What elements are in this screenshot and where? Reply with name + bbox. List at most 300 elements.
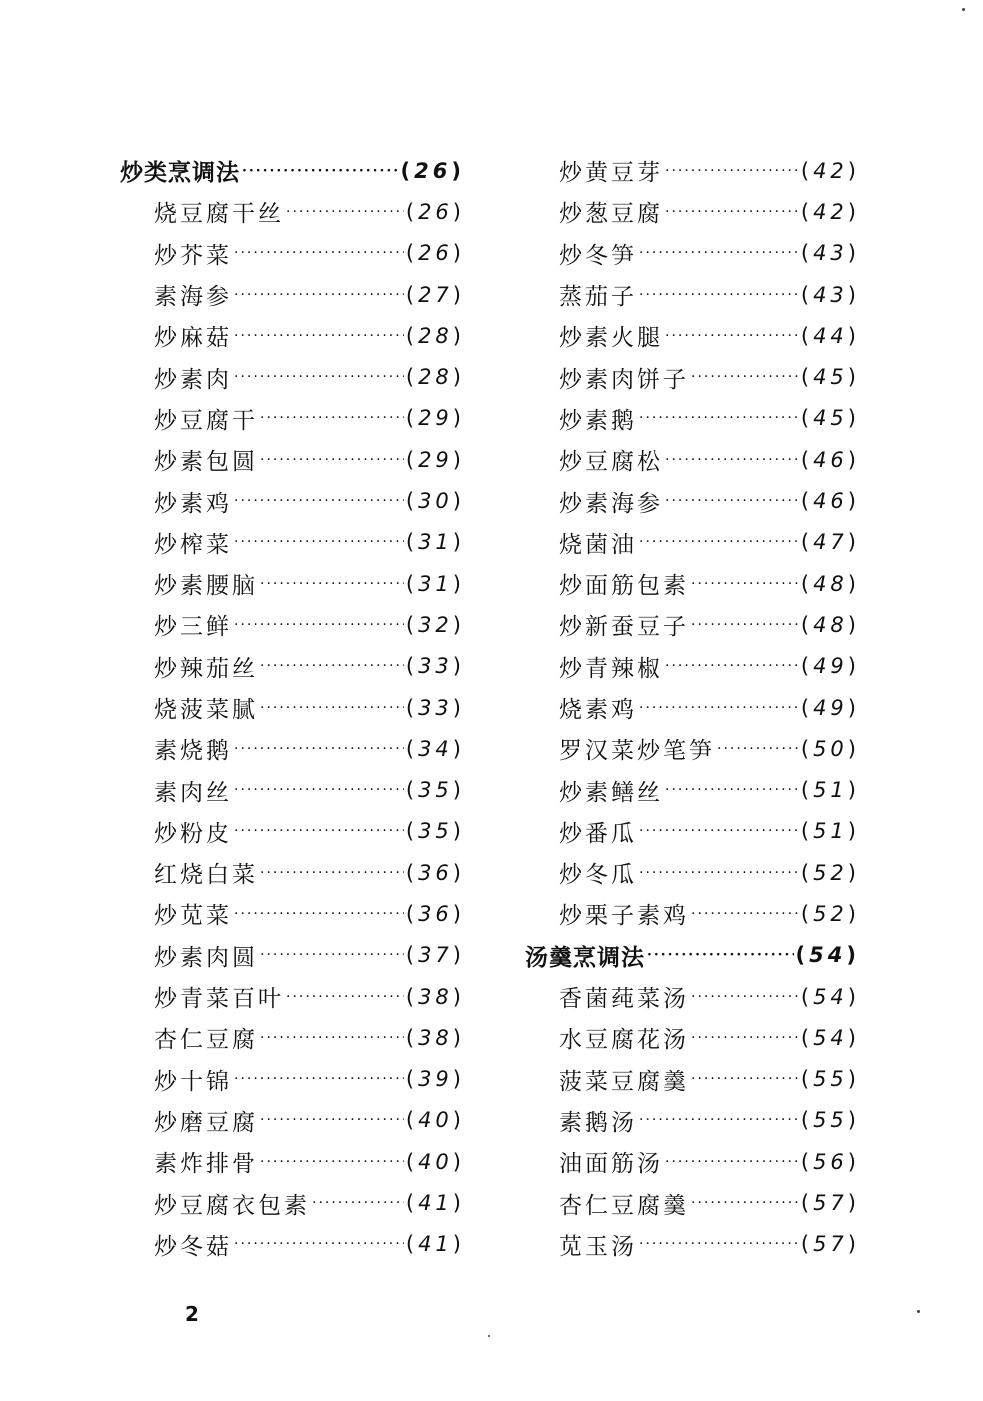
toc-entry-page xyxy=(801,530,860,554)
toc-entry xyxy=(525,604,860,645)
toc-entry-page xyxy=(406,530,465,554)
close-paren: ) xyxy=(452,199,465,224)
toc-entry xyxy=(525,976,860,1017)
open-paren: ( xyxy=(405,778,419,803)
toc-entry xyxy=(525,274,860,315)
toc-entry xyxy=(525,728,860,769)
toc-entry-page xyxy=(406,365,465,389)
toc-entry-page xyxy=(801,406,860,430)
open-paren: ( xyxy=(795,943,810,968)
page-ref: 55 xyxy=(813,1067,848,1092)
toc-entry-page xyxy=(406,985,465,1009)
open-paren: ( xyxy=(405,695,419,720)
dot-leader xyxy=(691,1072,799,1086)
toc-entry xyxy=(525,769,860,810)
toc-entry-title: 炒豆腐衣包素 xyxy=(154,1192,310,1219)
open-paren: ( xyxy=(405,323,419,348)
page-ref: 49 xyxy=(813,695,848,720)
dot-leader xyxy=(234,824,404,838)
toc-entry-page xyxy=(406,943,465,967)
dot-leader xyxy=(691,1196,799,1210)
toc-entry-title: 杏仁豆腐羹 xyxy=(559,1192,689,1219)
toc-entry xyxy=(525,150,860,191)
toc-entry xyxy=(525,480,860,521)
page-ref: 45 xyxy=(813,365,848,390)
toc-entry xyxy=(120,935,465,976)
open-paren: ( xyxy=(800,241,814,266)
page-ref: 47 xyxy=(813,530,848,555)
toc-entry-title: 烧菠菜腻 xyxy=(154,697,258,723)
page-ref: 46 xyxy=(813,489,848,514)
toc-entry-page xyxy=(801,778,860,802)
open-paren: ( xyxy=(800,282,814,307)
close-paren: ) xyxy=(847,530,860,555)
open-paren: ( xyxy=(800,984,814,1009)
close-paren: ) xyxy=(847,695,860,720)
toc-entry xyxy=(525,563,860,604)
page-ref: 48 xyxy=(813,612,848,637)
page-ref: 41 xyxy=(418,1191,453,1216)
toc-entry-page xyxy=(801,985,860,1009)
close-paren: ) xyxy=(452,736,465,761)
toc-entry-title: 炒素肉饼子 xyxy=(559,366,689,393)
toc-entry-title: 炒新蚕豆子 xyxy=(559,614,689,641)
toc-entry xyxy=(120,1059,465,1100)
page-ref: 55 xyxy=(813,1108,848,1133)
toc-entry-title: 炒榨菜 xyxy=(154,531,232,558)
toc-entry-title: 炒苋菜 xyxy=(154,903,232,930)
toc-entry-page xyxy=(406,1232,465,1256)
toc-entry-title: 炒黄豆芽 xyxy=(559,160,663,187)
toc-entry xyxy=(120,480,465,521)
toc-entry-page xyxy=(406,1108,465,1132)
page-ref: 40 xyxy=(418,1108,453,1133)
open-paren: ( xyxy=(405,241,419,266)
close-paren: ) xyxy=(452,489,465,514)
toc-entry xyxy=(120,728,465,769)
toc-entry-title: 炒类烹调法 xyxy=(120,159,240,187)
dot-leader xyxy=(234,1072,404,1086)
page-ref: 49 xyxy=(813,654,848,679)
close-paren: ) xyxy=(847,447,860,472)
toc-entry-title: 素肉丝 xyxy=(154,779,232,806)
close-paren: ) xyxy=(847,1025,860,1050)
toc-entry-page xyxy=(406,448,465,472)
toc-entry xyxy=(120,893,465,934)
toc-entry-title: 炒磨豆腐 xyxy=(154,1109,258,1136)
toc-entry-page xyxy=(801,1067,860,1091)
close-paren: ) xyxy=(452,612,465,637)
dot-leader xyxy=(639,824,799,838)
close-paren: ) xyxy=(452,1191,465,1216)
page-ref: 33 xyxy=(418,695,453,720)
toc-entry xyxy=(525,646,860,687)
open-paren: ( xyxy=(800,778,814,803)
dot-leader xyxy=(665,164,799,178)
toc-entry-page xyxy=(406,489,465,513)
page-ref: 46 xyxy=(813,447,848,472)
dot-leader xyxy=(234,246,404,260)
scan-speck xyxy=(962,8,965,11)
close-paren: ) xyxy=(847,612,860,637)
open-paren: ( xyxy=(405,901,419,926)
open-paren: ( xyxy=(405,1149,419,1174)
dot-leader xyxy=(260,577,404,591)
page-ref: 33 xyxy=(418,654,453,679)
page-ref: 26 xyxy=(418,241,453,266)
toc-entry xyxy=(525,1224,860,1265)
dot-leader xyxy=(234,742,404,756)
toc-entry-page xyxy=(801,159,860,183)
page-ref: 42 xyxy=(813,199,848,224)
page-ref: 27 xyxy=(418,282,453,307)
toc-entry-page xyxy=(406,654,465,678)
toc-entry xyxy=(525,522,860,563)
toc-entry-title: 炒青辣椒 xyxy=(559,655,663,682)
toc-section-heading xyxy=(120,150,465,191)
dot-leader xyxy=(639,1237,799,1251)
close-paren: ) xyxy=(452,778,465,803)
toc-entry-title: 炒素肉圆 xyxy=(154,944,258,971)
dot-leader xyxy=(691,370,799,384)
toc-entry-page xyxy=(801,283,860,307)
dot-leader xyxy=(260,1031,404,1045)
toc-entry xyxy=(120,1100,465,1141)
page-ref: 38 xyxy=(418,984,453,1009)
toc-entry-title: 炒粉皮 xyxy=(154,820,232,847)
open-paren: ( xyxy=(800,489,814,514)
toc-entry-page xyxy=(801,902,860,926)
open-paren: ( xyxy=(405,365,419,390)
toc-entry xyxy=(525,1141,860,1182)
toc-entry-title: 炒冬笋 xyxy=(559,242,637,269)
toc-entry-title: 蒸茄子 xyxy=(559,284,637,311)
toc-entry-page xyxy=(801,365,860,389)
close-paren: ) xyxy=(847,571,860,596)
toc-entry-title: 素鹅汤 xyxy=(559,1109,637,1136)
page-ref: 28 xyxy=(418,365,453,390)
open-paren: ( xyxy=(800,654,814,679)
open-paren: ( xyxy=(405,654,419,679)
toc-entry-title: 菠菜豆腐羹 xyxy=(559,1068,689,1095)
toc-entry-title: 香菌莼菜汤 xyxy=(559,986,689,1013)
page-ref: 39 xyxy=(418,1067,453,1092)
dot-leader xyxy=(639,701,799,715)
page-ref: 52 xyxy=(813,901,848,926)
open-paren: ( xyxy=(400,158,415,183)
scan-speck xyxy=(917,1310,920,1313)
toc-entry-page xyxy=(406,778,465,802)
toc-section-heading xyxy=(525,935,860,976)
toc-entry-title: 炒面筋包素 xyxy=(559,573,689,600)
toc-entry xyxy=(525,811,860,852)
toc-entry-page xyxy=(406,696,465,720)
open-paren: ( xyxy=(800,365,814,390)
close-paren: ) xyxy=(847,365,860,390)
toc-entry xyxy=(525,233,860,274)
toc-entry-page xyxy=(801,489,860,513)
close-paren: ) xyxy=(847,654,860,679)
toc-entry-title: 炒素鹅 xyxy=(559,407,637,434)
open-paren: ( xyxy=(800,736,814,761)
page-ref: 35 xyxy=(418,778,453,803)
close-paren: ) xyxy=(452,1067,465,1092)
close-paren: ) xyxy=(847,1191,860,1216)
page-ref: 44 xyxy=(813,323,848,348)
dot-leader xyxy=(639,411,799,425)
dot-leader xyxy=(260,453,404,467)
toc-entry xyxy=(120,191,465,232)
toc-entry-title: 油面筋汤 xyxy=(559,1151,663,1178)
dot-leader xyxy=(260,1113,404,1127)
page-ref: 43 xyxy=(813,241,848,266)
close-paren: ) xyxy=(452,819,465,844)
toc-entry xyxy=(525,356,860,397)
page-ref: 40 xyxy=(418,1149,453,1174)
toc-entry-page xyxy=(406,613,465,637)
toc-entry xyxy=(525,1059,860,1100)
open-paren: ( xyxy=(800,612,814,637)
dot-leader xyxy=(639,288,799,302)
toc-entry-page xyxy=(401,159,465,183)
open-paren: ( xyxy=(800,819,814,844)
close-paren: ) xyxy=(452,241,465,266)
close-paren: ) xyxy=(847,778,860,803)
open-paren: ( xyxy=(405,571,419,596)
toc-entry-title: 炒三鲜 xyxy=(154,614,232,641)
dot-leader xyxy=(312,1196,404,1210)
toc-entry-page xyxy=(801,1150,860,1174)
toc-entry xyxy=(120,769,465,810)
close-paren: ) xyxy=(847,323,860,348)
toc-entry-title: 素海参 xyxy=(154,284,232,311)
open-paren: ( xyxy=(800,1067,814,1092)
dot-leader xyxy=(234,329,404,343)
page-ref: 30 xyxy=(418,489,453,514)
toc-entry-page xyxy=(801,1026,860,1050)
toc-entry-title: 素炸排骨 xyxy=(154,1151,258,1178)
toc-entry-page xyxy=(406,1067,465,1091)
toc-entry-page xyxy=(406,737,465,761)
toc-entry-page xyxy=(801,324,860,348)
toc-entry-title: 杏仁豆腐 xyxy=(154,1027,258,1054)
dot-leader xyxy=(234,618,404,632)
open-paren: ( xyxy=(800,1232,814,1257)
toc-entry xyxy=(525,398,860,439)
page-ref: 54 xyxy=(809,943,847,968)
dot-leader xyxy=(691,1031,799,1045)
page-ref: 26 xyxy=(414,158,452,183)
page-ref: 56 xyxy=(813,1149,848,1174)
page-ref: 29 xyxy=(418,447,453,472)
close-paren: ) xyxy=(451,158,465,183)
toc-entry-page xyxy=(801,654,860,678)
dot-leader xyxy=(234,783,404,797)
close-paren: ) xyxy=(452,984,465,1009)
open-paren: ( xyxy=(800,571,814,596)
open-paren: ( xyxy=(800,158,814,183)
close-paren: ) xyxy=(847,282,860,307)
toc-entry xyxy=(120,1182,465,1223)
page-ref: 48 xyxy=(813,571,848,596)
toc-entry-title: 炒十锦 xyxy=(154,1068,232,1095)
open-paren: ( xyxy=(405,406,419,431)
page-ref: 34 xyxy=(418,736,453,761)
toc-entry-title: 烧菌油 xyxy=(559,531,637,558)
toc-entry-title: 炒素海参 xyxy=(559,490,663,517)
toc-entry xyxy=(525,191,860,232)
page-ref: 57 xyxy=(813,1191,848,1216)
dot-leader xyxy=(639,1113,799,1127)
toc-entry-page xyxy=(406,1026,465,1050)
open-paren: ( xyxy=(800,901,814,926)
toc-entry-title: 罗汉菜炒笔笋 xyxy=(559,738,715,765)
dot-leader xyxy=(234,1237,404,1251)
dot-leader xyxy=(234,535,404,549)
toc-entry xyxy=(120,1017,465,1058)
page-ref: 50 xyxy=(813,736,848,761)
dot-leader xyxy=(691,577,799,591)
toc-entry-title: 红烧白菜 xyxy=(154,862,258,889)
close-paren: ) xyxy=(847,1232,860,1257)
dot-leader xyxy=(234,370,404,384)
open-paren: ( xyxy=(800,1191,814,1216)
toc-entry-title: 水豆腐花汤 xyxy=(559,1027,689,1054)
dot-leader xyxy=(260,1155,404,1169)
dot-leader xyxy=(665,1155,799,1169)
toc-entry xyxy=(120,522,465,563)
toc-entry-title: 炒素火腿 xyxy=(559,325,663,352)
close-paren: ) xyxy=(847,819,860,844)
page-ref: 54 xyxy=(813,984,848,1009)
open-paren: ( xyxy=(405,489,419,514)
open-paren: ( xyxy=(405,1232,419,1257)
toc-entry-title: 烧素鸡 xyxy=(559,697,637,723)
toc-entry-page xyxy=(406,406,465,430)
toc-entry-title: 汤羹烹调法 xyxy=(525,943,645,971)
toc-entry xyxy=(525,1182,860,1223)
page-ref: 26 xyxy=(418,199,453,224)
toc-entry-page xyxy=(801,572,860,596)
page-ref: 54 xyxy=(813,1025,848,1050)
toc-entry-title: 炒葱豆腐 xyxy=(559,201,663,228)
toc-entry-title: 炒豆腐松 xyxy=(559,449,663,476)
toc-entry-title: 炒素鳝丝 xyxy=(559,779,663,806)
toc-entry xyxy=(525,1100,860,1141)
toc-entry xyxy=(120,315,465,356)
toc-entry-page xyxy=(801,1191,860,1215)
toc-entry xyxy=(120,439,465,480)
toc-entry xyxy=(120,604,465,645)
dot-leader xyxy=(647,948,794,962)
page-ref: 36 xyxy=(418,901,453,926)
close-paren: ) xyxy=(452,654,465,679)
toc-entry xyxy=(120,233,465,274)
close-paren: ) xyxy=(452,365,465,390)
dot-leader xyxy=(691,990,799,1004)
toc-entry xyxy=(525,852,860,893)
dot-leader xyxy=(260,701,404,715)
toc-entry-page xyxy=(801,241,860,265)
toc-entry-title: 炒豆腐干 xyxy=(154,407,258,434)
open-paren: ( xyxy=(800,860,814,885)
toc-entry-title: 素烧鹅 xyxy=(154,738,232,765)
close-paren: ) xyxy=(452,1232,465,1257)
toc-entry xyxy=(525,315,860,356)
close-paren: ) xyxy=(847,1149,860,1174)
toc-entry-page xyxy=(796,943,860,967)
page-ref: 57 xyxy=(813,1232,848,1257)
close-paren: ) xyxy=(452,530,465,555)
dot-leader xyxy=(286,990,404,1004)
open-paren: ( xyxy=(800,1108,814,1133)
open-paren: ( xyxy=(405,612,419,637)
close-paren: ) xyxy=(846,943,860,968)
toc-entry-page xyxy=(406,1191,465,1215)
toc-entry-title: 炒素腰脑 xyxy=(154,573,258,600)
toc-entry-page xyxy=(801,696,860,720)
dot-leader xyxy=(234,288,404,302)
close-paren: ) xyxy=(847,406,860,431)
toc-entry xyxy=(120,1141,465,1182)
dot-leader xyxy=(286,205,404,219)
toc-entry-page xyxy=(801,737,860,761)
toc-entry xyxy=(120,811,465,852)
page-ref: 43 xyxy=(813,282,848,307)
toc-entry xyxy=(120,976,465,1017)
open-paren: ( xyxy=(405,447,419,472)
page-ref: 35 xyxy=(418,819,453,844)
open-paren: ( xyxy=(800,695,814,720)
toc-entry-page xyxy=(406,819,465,843)
close-paren: ) xyxy=(847,901,860,926)
dot-leader xyxy=(234,494,404,508)
close-paren: ) xyxy=(847,1108,860,1133)
scan-speck xyxy=(488,1335,490,1337)
toc-entry-title: 炒栗子素鸡 xyxy=(559,903,689,930)
toc-entry-title: 炒麻菇 xyxy=(154,325,232,352)
dot-leader xyxy=(665,205,799,219)
toc-entry xyxy=(120,852,465,893)
close-paren: ) xyxy=(847,158,860,183)
close-paren: ) xyxy=(847,984,860,1009)
open-paren: ( xyxy=(800,406,814,431)
dot-leader xyxy=(665,453,799,467)
open-paren: ( xyxy=(405,1067,419,1092)
close-paren: ) xyxy=(452,447,465,472)
open-paren: ( xyxy=(405,530,419,555)
close-paren: ) xyxy=(452,323,465,348)
dot-leader xyxy=(639,866,799,880)
close-paren: ) xyxy=(847,736,860,761)
open-paren: ( xyxy=(800,199,814,224)
open-paren: ( xyxy=(405,282,419,307)
toc-entry-title: 苋玉汤 xyxy=(559,1233,637,1260)
toc-entry-page xyxy=(406,324,465,348)
page-ref: 51 xyxy=(813,778,848,803)
open-paren: ( xyxy=(405,984,419,1009)
dot-leader xyxy=(260,659,404,673)
toc-entry-page xyxy=(406,572,465,596)
dot-leader xyxy=(234,907,404,921)
open-paren: ( xyxy=(405,199,419,224)
page-ref: 29 xyxy=(418,406,453,431)
toc-entry-title: 烧豆腐干丝 xyxy=(154,201,284,228)
close-paren: ) xyxy=(452,901,465,926)
open-paren: ( xyxy=(405,736,419,761)
dot-leader xyxy=(260,866,404,880)
dot-leader xyxy=(717,742,799,756)
